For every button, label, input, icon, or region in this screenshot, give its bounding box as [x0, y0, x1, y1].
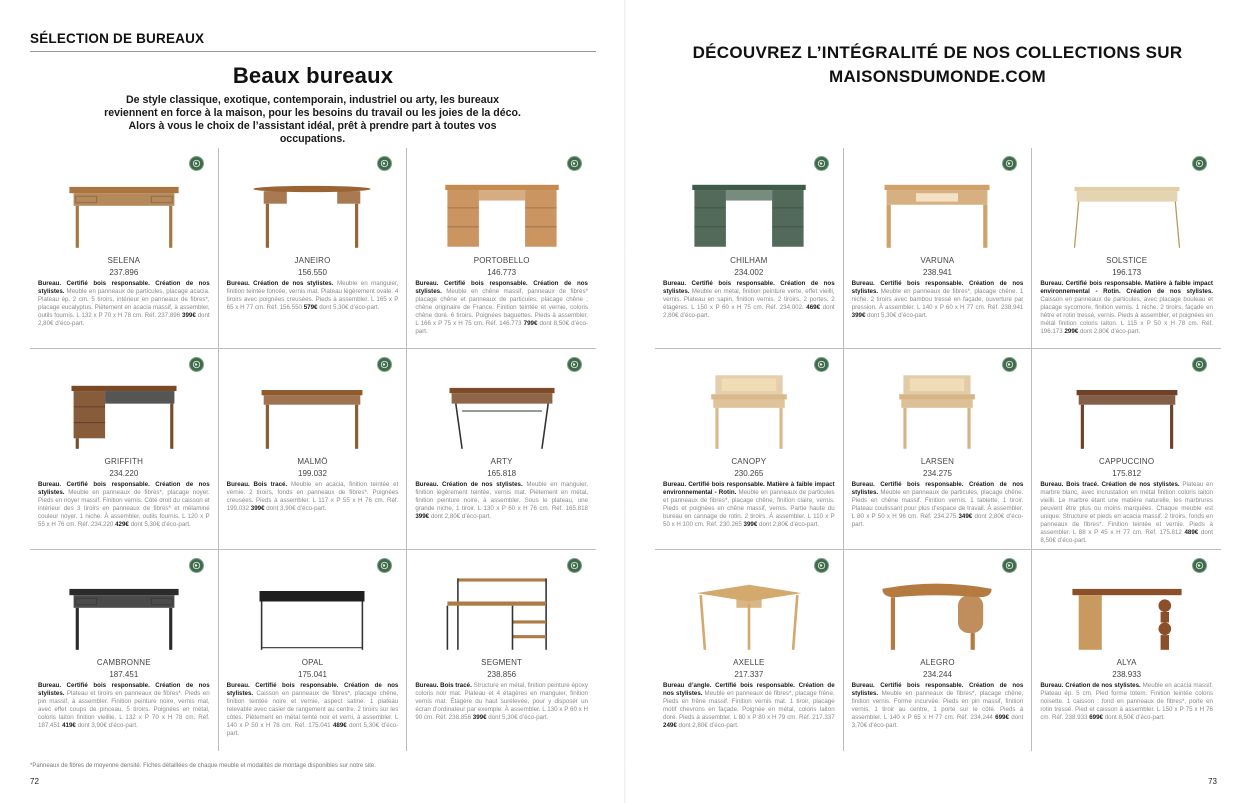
- product-image: [1032, 369, 1221, 453]
- eco-part: dont 3,90€ d’éco-part.: [77, 722, 138, 729]
- product-description: [415, 481, 588, 521]
- product-image: [30, 570, 218, 654]
- product-lead: Bureau. Création de nos stylistes.: [226, 280, 334, 287]
- product-name: AXELLE: [733, 658, 765, 667]
- product-details: Meuble en acacia, finition teintée et vernie. 2 tiroirs, fonds en panneaux de fibres*. Poignées creusées. Pieds à assembler. L 117 x P 55 x H 76 cm. Réf. 199.032: [226, 481, 399, 512]
- product-image: [844, 369, 1032, 453]
- product-details: Meuble en panneaux de fibres*, placage frêne. Pieds en frêne massif. Finition vernis mat. 1 tiroir, placage motif chevrons en façade. Poignée en métal, coloris laiton doré. Pieds à assembler. L 80 x P 80 x H 79 cm. Réf. 217.337: [663, 690, 835, 721]
- product-card: [219, 148, 408, 349]
- product-price: 349€: [958, 513, 973, 520]
- product-grid-right: [655, 148, 1221, 751]
- product-details: Caisson en panneaux de particules, avec placage bouleau et placage sycomore, finition vernis. 1 niche. 2 tiroirs, façade en hêtre et rotin tressé, vernis. Pieds à assembler, et poignées en métal finition coloris laiton. L 115 x P 50 x H 78 cm. Réf. 196.173: [1040, 296, 1213, 335]
- product-image: [655, 369, 843, 453]
- product-name: MALMÖ: [297, 457, 328, 466]
- product-price: 399€: [182, 312, 196, 319]
- product-name: OPAL: [301, 658, 324, 667]
- eco-part: dont 5,30€ d’éco-part.: [488, 714, 549, 721]
- product-card: [30, 550, 219, 751]
- product-lead: Bureau. Création de nos stylistes.: [415, 481, 523, 488]
- product-reference: 238.941: [923, 268, 952, 277]
- product-description: [852, 280, 1024, 320]
- product-price: 399€: [851, 312, 866, 319]
- product-image: [655, 168, 843, 252]
- product-name: CHILHAM: [730, 256, 768, 265]
- product-price: 399€: [250, 505, 265, 512]
- product-card: [407, 349, 596, 550]
- product-description: [227, 280, 399, 312]
- product-card: [407, 550, 596, 751]
- product-lead: Bureau. Certifié bois responsable. Création de nos stylistes.: [663, 280, 835, 295]
- product-name: ALEGRO: [920, 658, 955, 667]
- product-card: [1032, 148, 1221, 349]
- product-details: Structure en métal, finition peinture époxy coloris noir mat. Plateau et 4 étagères en manguier, finition vernis mat. Étagère du haut surélevée, pour y disposer un écran d’ordinateur par exemple. À assembler. L 130 x P 60 x H 90 cm. Réf. 238.856: [415, 682, 588, 721]
- product-reference: 234.220: [109, 469, 139, 478]
- product-reference: 217.337: [734, 670, 764, 679]
- product-card: [655, 148, 844, 349]
- product-details: Meuble en métal, finition peinture verte, effet vieilli, vernis. Plateau en sapin, finition vernis. 2 tiroirs, 2 portes, 2 étagères. L 150 x P 60 x H 75 cm. Réf. 234.002.: [663, 288, 835, 311]
- product-grid-left: [30, 148, 596, 751]
- product-reference: 187.451: [109, 670, 139, 679]
- product-name: CAMBRONNE: [96, 658, 151, 667]
- product-reference: 175.041: [298, 670, 327, 679]
- product-name: JANEIRO: [294, 256, 331, 265]
- eco-part: dont 2,80€ d’éco-part.: [851, 513, 1024, 528]
- eco-part: dont 8,50€ d’éco-part.: [1104, 714, 1165, 721]
- product-reference: 165.818: [487, 469, 517, 478]
- product-card: [1032, 550, 1221, 751]
- product-card: [655, 550, 844, 751]
- product-name: LARSEN: [920, 457, 955, 466]
- product-image: [407, 168, 596, 252]
- product-lead: Bureau. Certifié bois responsable. Création de nos stylistes.: [226, 682, 399, 697]
- product-lead: Bureau. Certifié bois responsable. Matière à faible impact environnemental - Rotin. Création de nos stylistes.: [1040, 280, 1213, 295]
- product-name: VARUNA: [920, 256, 955, 265]
- product-details: Meuble en panneaux de fibres*, placage noyer. Pieds en noyer massif. Finition vernis. Côté droit du caisson et intérieur des 3 tiroirs en panneaux de fibres* et mélaminé couleur noyer. 1 niche. À assembler, outils fournis. L 120 x P 55 x H 76 cm. Réf. 234.220: [38, 489, 210, 528]
- product-image: [219, 369, 407, 453]
- product-lead: Bureau. Certifié bois responsable. Création de nos stylistes.: [851, 280, 1024, 295]
- product-details: Meuble en manguier, finition teintée foncée, vernis mat. Plateau légèrement ovale. 4 tiroirs avec poignées creusées. Pieds à assembler. L 165 x P 65 x H 77 cm. Réf. 156.550: [226, 280, 399, 311]
- product-name: ALYA: [1116, 658, 1137, 667]
- product-card: [844, 148, 1033, 349]
- product-lead: Bureau. Certifié bois responsable. Matière à faible impact environnemental - Rotin.: [663, 481, 835, 496]
- product-reference: 238.933: [1112, 670, 1142, 679]
- product-price: 399€: [415, 513, 430, 520]
- product-description: [415, 682, 588, 722]
- product-image: [844, 168, 1032, 252]
- product-reference: 234.275: [923, 469, 952, 478]
- product-price: 429€: [115, 521, 129, 528]
- product-description: [415, 280, 588, 336]
- product-details: Meuble en chêne massif, panneaux de fibres* placage chêne et panneaux de particules, placage chêne ; chêne originaire de France. Finition teintée et vernie, coloris chêne doré. 6 tiroirs. Poignées baguettes. Pieds à assembler. L 166 x P 75 x H 75 cm. Réf. 146.773: [415, 288, 588, 327]
- section-label: SÉLECTION DE BUREAUX: [30, 31, 205, 46]
- product-name: CANOPY: [731, 457, 767, 466]
- product-description: [663, 280, 835, 320]
- product-image: [1032, 570, 1221, 654]
- product-description: [852, 682, 1024, 730]
- product-card: [655, 349, 844, 550]
- product-details: Meuble en manguier, finition légèrement teintée, vernis mat. Piètement en métal, finition peinture noire, à assembler. Sous le plateau, une grande niche, 1 tiroir. L 130 x P 60 x H 76 cm. Réf. 165.818: [415, 481, 588, 512]
- product-name: SEGMENT: [481, 658, 523, 667]
- eco-part: dont 2,80€ d’éco-part.: [38, 312, 210, 327]
- product-price: 699€: [995, 714, 1009, 721]
- product-description: [227, 481, 399, 513]
- product-image: [655, 570, 843, 654]
- product-name: SELENA: [107, 256, 141, 265]
- product-reference: 234.002: [734, 268, 764, 277]
- eco-part: dont 3,70€ d’éco-part.: [851, 714, 1024, 729]
- page-title: Beaux bureaux: [232, 63, 394, 88]
- product-description: [1040, 481, 1213, 545]
- promo-website-link[interactable]: MAISONSDUMONDE.COM: [829, 67, 1046, 86]
- product-image: [219, 168, 407, 252]
- product-lead: Bureau. Bois tracé.: [226, 481, 288, 488]
- product-reference: 156.550: [298, 268, 327, 277]
- product-description: [1040, 682, 1213, 722]
- product-lead: Bureau. Bois tracé. Création de nos stylistes.: [1040, 481, 1180, 488]
- product-image: [844, 570, 1032, 654]
- product-description: [1040, 280, 1213, 336]
- product-price: 489€: [332, 722, 347, 729]
- product-lead: Bureau. Certifié bois responsable. Création de nos stylistes.: [851, 481, 1024, 496]
- product-name: PORTOBELLO: [473, 256, 530, 265]
- product-description: [227, 682, 399, 738]
- product-reference: 146.773: [487, 268, 517, 277]
- product-details: Meuble en panneaux de fibres*, placage chêne. 1 niche. 2 tiroirs avec bambou tressé en façade, ouverture par pression. À assembler. L 140 x P 60 x H 77 cm. Réf. 238.941: [851, 288, 1024, 311]
- eco-part: dont 5,30€ d’éco-part.: [319, 304, 380, 311]
- product-reference: 237.896: [109, 268, 139, 277]
- product-name: GRIFFITH: [104, 457, 144, 466]
- eco-part: dont 3,90€ d’éco-part.: [266, 505, 327, 512]
- page-number: 72: [30, 777, 39, 786]
- product-image: [30, 369, 218, 453]
- eco-part: dont 5,30€ d’éco-part.: [226, 722, 399, 737]
- product-lead: Bureau. Bois tracé.: [415, 682, 472, 689]
- eco-part: dont 2,80€ d’éco-part.: [663, 304, 835, 319]
- product-price: 399€: [472, 714, 487, 721]
- product-reference: 175.812: [1112, 469, 1142, 478]
- product-card: [407, 148, 596, 349]
- product-card: [219, 550, 408, 751]
- product-details: Plateau en marbre blanc, avec incrustation en métal finition coloris laiton vieilli. Le marbre étant une matière naturelle, les marbrures peuvent être plus ou moins marquées. Chaque meuble est unique. Structure et pieds en acacia massif. 2 tiroirs, fonds en panneaux de fibres*. Finition teintée et vernie. Pieds à assembler. L 88 x P 45 x H 77 cm. Réf. 175.812: [1040, 481, 1213, 536]
- product-details: Meuble en panneaux de particules, placage chêne. Pieds en chêne massif. Finition vernis. 1 tablette, 1 tiroir. Plateau coulissant pour plus d’espace de travail. À assembler. L 80 x P 50 x H 96 cm. Réf. 234.275: [851, 489, 1024, 520]
- product-card: [844, 550, 1033, 751]
- product-image: [30, 168, 218, 252]
- product-image: [1032, 168, 1221, 252]
- eco-part: dont 5,30€ d’éco-part.: [867, 312, 928, 319]
- promo-banner: [625, 41, 1250, 89]
- product-description: [38, 481, 210, 529]
- product-card: [30, 349, 219, 550]
- product-lead: Bureau. Certifié bois responsable. Création de nos stylistes.: [38, 682, 210, 697]
- product-reference: 230.265: [734, 469, 764, 478]
- page-number: 73: [1208, 777, 1217, 786]
- product-reference: 238.856: [487, 670, 517, 679]
- product-card: [844, 349, 1033, 550]
- product-card: [30, 148, 219, 349]
- product-lead: Bureau. Certifié bois responsable. Création de nos stylistes.: [38, 481, 210, 496]
- product-lead: Bureau. Certifié bois responsable. Création de nos stylistes.: [851, 682, 1024, 697]
- eco-part: dont 2,80€ d’éco-part.: [1079, 328, 1141, 335]
- product-description: [38, 280, 210, 328]
- product-price: 799€: [523, 320, 538, 327]
- product-lead: Bureau. Certifié bois responsable. Création de nos stylistes.: [415, 280, 588, 295]
- product-price: 419€: [62, 722, 76, 729]
- product-price: 299€: [1064, 328, 1079, 335]
- product-description: [663, 682, 835, 730]
- eco-part: dont 8,50€ d’éco-part.: [1040, 529, 1213, 544]
- product-reference: 234.244: [923, 670, 952, 679]
- product-details: Caisson en panneaux de fibres*, placage chêne, finition teintée noire et vernie, aspect satiné. 1 plateau relevable avec casier de rangement au centre. 2 tiroirs sur les côtés. Piètement en métal teinté noir et verni, à assembler. L 140 x P 50 x H 78 cm. Réf. 175.041: [226, 690, 399, 729]
- eco-part: dont 5,30€ d’éco-part.: [130, 521, 191, 528]
- right-page: [625, 0, 1250, 803]
- eco-part: dont 2,80€ d’éco-part.: [759, 521, 820, 528]
- product-details: Meuble en panneaux de fibres*, placage chêne, finition vernis. Forme incurvée. Pieds en pin massif, finition vernis. 1 tiroir au centre, 1 porte sur le côté. Pieds à assembler. L 140 x P 65 x H 77 cm. Réf. 234.244: [851, 690, 1024, 721]
- product-details: Meuble en acacia massif. Plateau ép. 5 cm. Pied forme totem. Finition teintée coloris noisette. 1 caisson : fond en panneaux de fibres*, porte en rotin tressé. Pied et caisson à assembler. L 150 x P 75 x H 76 cm. Réf. 238.933: [1040, 682, 1213, 721]
- product-price: 699€: [1089, 714, 1103, 721]
- intro-text: De style classique, exotique, contemporain, industriel ou arty, les bureaux reviennent en force à la maison, pour les besoins du travail ou les joies de la déco. Alors à vous le choix de l’assistant idéal, prêt à prendre part à toutes vos occupations.: [104, 94, 521, 145]
- eco-part: dont 2,80€ d’éco-part.: [678, 722, 739, 729]
- product-price: 399€: [743, 521, 758, 528]
- promo-line: DÉCOUVREZ L’INTÉGRALITÉ DE NOS COLLECTIONS SUR: [692, 43, 1183, 62]
- product-name: CAPPUCCINO: [1098, 457, 1155, 466]
- product-price: 469€: [806, 304, 821, 311]
- product-price: 249€: [663, 722, 677, 729]
- product-image: [407, 369, 596, 453]
- product-reference: 199.032: [298, 469, 327, 478]
- product-lead: Bureau. Certifié bois responsable. Création de nos stylistes.: [38, 280, 210, 295]
- product-lead: Bureau. Création de nos stylistes.: [1040, 682, 1141, 689]
- product-image: [407, 570, 596, 654]
- eco-part: dont 8,50€ d’éco-part.: [415, 320, 588, 335]
- footnote: *Panneaux de fibres de moyenne densité. Fiches détaillées de chaque meuble et modalités de montage disponibles sur notre site.: [30, 763, 376, 769]
- product-lead: Bureau d’angle. Certifié bois responsable. Création de nos stylistes.: [663, 682, 835, 697]
- product-description: [852, 481, 1024, 529]
- product-name: ARTY: [490, 457, 513, 466]
- section-divider: [30, 51, 596, 52]
- product-details: Plateau et tiroirs en panneaux de fibres*. Pieds en pin massif, à assembler. Finition peinture noire, vernis mat, avec effet coups de pinceau. 5 tiroirs. Poignées en métal, coloris laiton finition vieillie. L 132 x P 70 x H 78 cm. Réf. 187.451: [38, 690, 210, 729]
- product-details: Meuble en panneaux de particules, placage acacia. Plateau ép. 2 cm. 5 tiroirs, intérieur en panneaux de fibres*, placage eucalyptus. Piètement en acacia massif, à assembler, outils fournis. L 132 x P 70 x H 78 cm. Réf. 237.896: [38, 288, 210, 319]
- product-name: SOLSTICE: [1106, 256, 1148, 265]
- eco-part: dont 2,80€ d’éco-part.: [430, 513, 492, 520]
- product-image: [219, 570, 407, 654]
- product-reference: 196.173: [1112, 268, 1142, 277]
- product-description: [38, 682, 210, 730]
- product-price: 489€: [1184, 529, 1199, 536]
- product-card: [1032, 349, 1221, 550]
- product-card: [219, 349, 408, 550]
- product-description: [663, 481, 835, 529]
- product-price: 579€: [303, 304, 318, 311]
- product-details: Meuble en panneaux de particules et panneaux de fibres*, placage chêne, finition claire, vernis. Pieds et poignées en chêne massif, vernis. Partie haute du bureau en cannage de rotin. 2 tiroirs. À assembler. L 110 x P 50 x H 100 cm. Réf. 230.265: [663, 489, 835, 528]
